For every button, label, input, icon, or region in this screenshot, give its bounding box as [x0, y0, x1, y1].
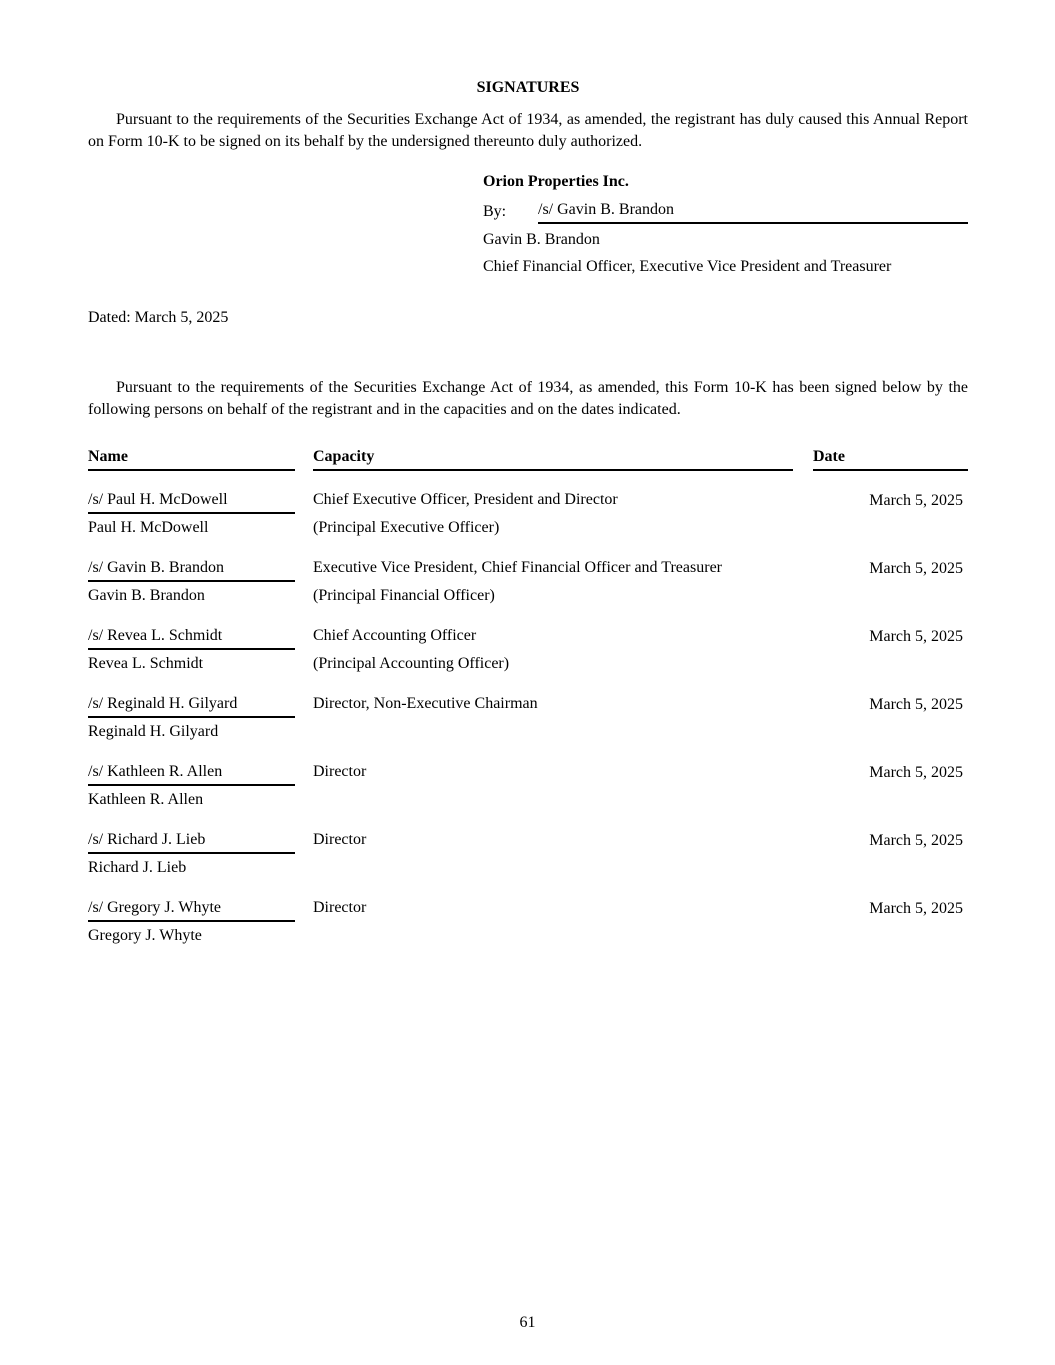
capacity-cell — [313, 490, 793, 538]
capacity-principal — [313, 926, 793, 946]
registrant-printed-name: Gavin B. Brandon — [483, 231, 600, 248]
printed-name: Gavin B. Brandon — [88, 587, 205, 604]
capacity-title: Director — [313, 831, 367, 848]
signature-text: /s/ Gavin B. Brandon — [88, 558, 295, 582]
registrant-signature: /s/ Gavin B. Brandon — [538, 200, 968, 224]
signature-text: /s/ Revea L. Schmidt — [88, 626, 295, 650]
signature-date: March 5, 2025 — [869, 900, 963, 917]
signature-date: March 5, 2025 — [869, 560, 963, 577]
signature-text: /s/ Gregory J. Whyte — [88, 898, 295, 922]
table-row — [88, 626, 968, 674]
capacity-title: Director, Non-Executive Chairman — [313, 695, 538, 712]
capacity-principal — [313, 722, 793, 742]
signature-date: March 5, 2025 — [869, 832, 963, 849]
capacity-cell — [313, 694, 793, 742]
dated-line: Dated: March 5, 2025 — [88, 309, 229, 326]
table-row — [88, 762, 968, 810]
table-row — [88, 490, 968, 538]
printed-name: Kathleen R. Allen — [88, 791, 204, 808]
capacity-title: Executive Vice President, Chief Financial Officer and Treasurer — [313, 559, 722, 576]
signature-text: /s/ Paul H. McDowell — [88, 490, 295, 514]
second-paragraph: Pursuant to the requirements of the Securities Exchange Act of 1934, as amended, this Form 10-K has been signed below by the following persons on behalf of the registrant and in the capacities and on the dates indicated. — [88, 379, 968, 418]
capacity-title: Chief Executive Officer, President and Director — [313, 491, 618, 508]
name-cell — [88, 830, 295, 878]
page-title: SIGNATURES — [476, 79, 580, 96]
column-header-date: Date — [813, 447, 968, 471]
printed-name: Reginald H. Gilyard — [88, 723, 219, 740]
capacity-cell — [313, 558, 793, 606]
document-content — [88, 0, 968, 946]
name-cell — [88, 490, 295, 538]
column-header-capacity: Capacity — [313, 447, 793, 471]
printed-name: Revea L. Schmidt — [88, 655, 204, 672]
company-name: Orion Properties Inc. — [483, 173, 629, 190]
table-row — [88, 558, 968, 606]
signature-table — [88, 447, 968, 946]
column-header-name: Name — [88, 447, 295, 471]
name-cell — [88, 694, 295, 742]
capacity-principal: (Principal Executive Officer) — [313, 519, 500, 536]
capacity-title: Director — [313, 763, 367, 780]
printed-name: Paul H. McDowell — [88, 519, 209, 536]
name-cell — [88, 898, 295, 946]
capacity-title: Director — [313, 899, 367, 916]
signature-date: March 5, 2025 — [869, 696, 963, 713]
table-row — [88, 830, 968, 878]
capacity-cell — [313, 898, 793, 946]
capacity-principal: (Principal Accounting Officer) — [313, 655, 510, 672]
capacity-cell — [313, 626, 793, 674]
by-signature-row — [483, 200, 968, 224]
capacity-principal: (Principal Financial Officer) — [313, 587, 495, 604]
registrant-title: Chief Financial Officer, Executive Vice President and Treasurer — [483, 258, 892, 275]
name-cell — [88, 626, 295, 674]
signature-text: /s/ Kathleen R. Allen — [88, 762, 295, 786]
name-cell — [88, 558, 295, 606]
signature-text: /s/ Reginald H. Gilyard — [88, 694, 295, 718]
table-row — [88, 694, 968, 742]
registrant-signature-block — [483, 171, 968, 277]
capacity-principal — [313, 790, 793, 810]
printed-name: Gregory J. Whyte — [88, 927, 202, 944]
page-number: 61 — [519, 1314, 536, 1331]
signature-date: March 5, 2025 — [869, 628, 963, 645]
signature-date: March 5, 2025 — [869, 764, 963, 781]
signature-text: /s/ Richard J. Lieb — [88, 830, 295, 854]
by-label: By: — [483, 203, 507, 220]
printed-name: Richard J. Lieb — [88, 859, 187, 876]
signature-date: March 5, 2025 — [869, 492, 963, 509]
capacity-principal — [313, 858, 793, 878]
table-row — [88, 898, 968, 946]
capacity-cell — [313, 830, 793, 878]
name-cell — [88, 762, 295, 810]
capacity-title: Chief Accounting Officer — [313, 627, 477, 644]
capacity-cell — [313, 762, 793, 810]
signature-table-header — [88, 447, 968, 471]
intro-paragraph: Pursuant to the requirements of the Securities Exchange Act of 1934, as amended, the registrant has duly caused this Annual Report on Form 10-K to be signed on its behalf by the undersigned thereunto duly authorized. — [88, 111, 968, 150]
